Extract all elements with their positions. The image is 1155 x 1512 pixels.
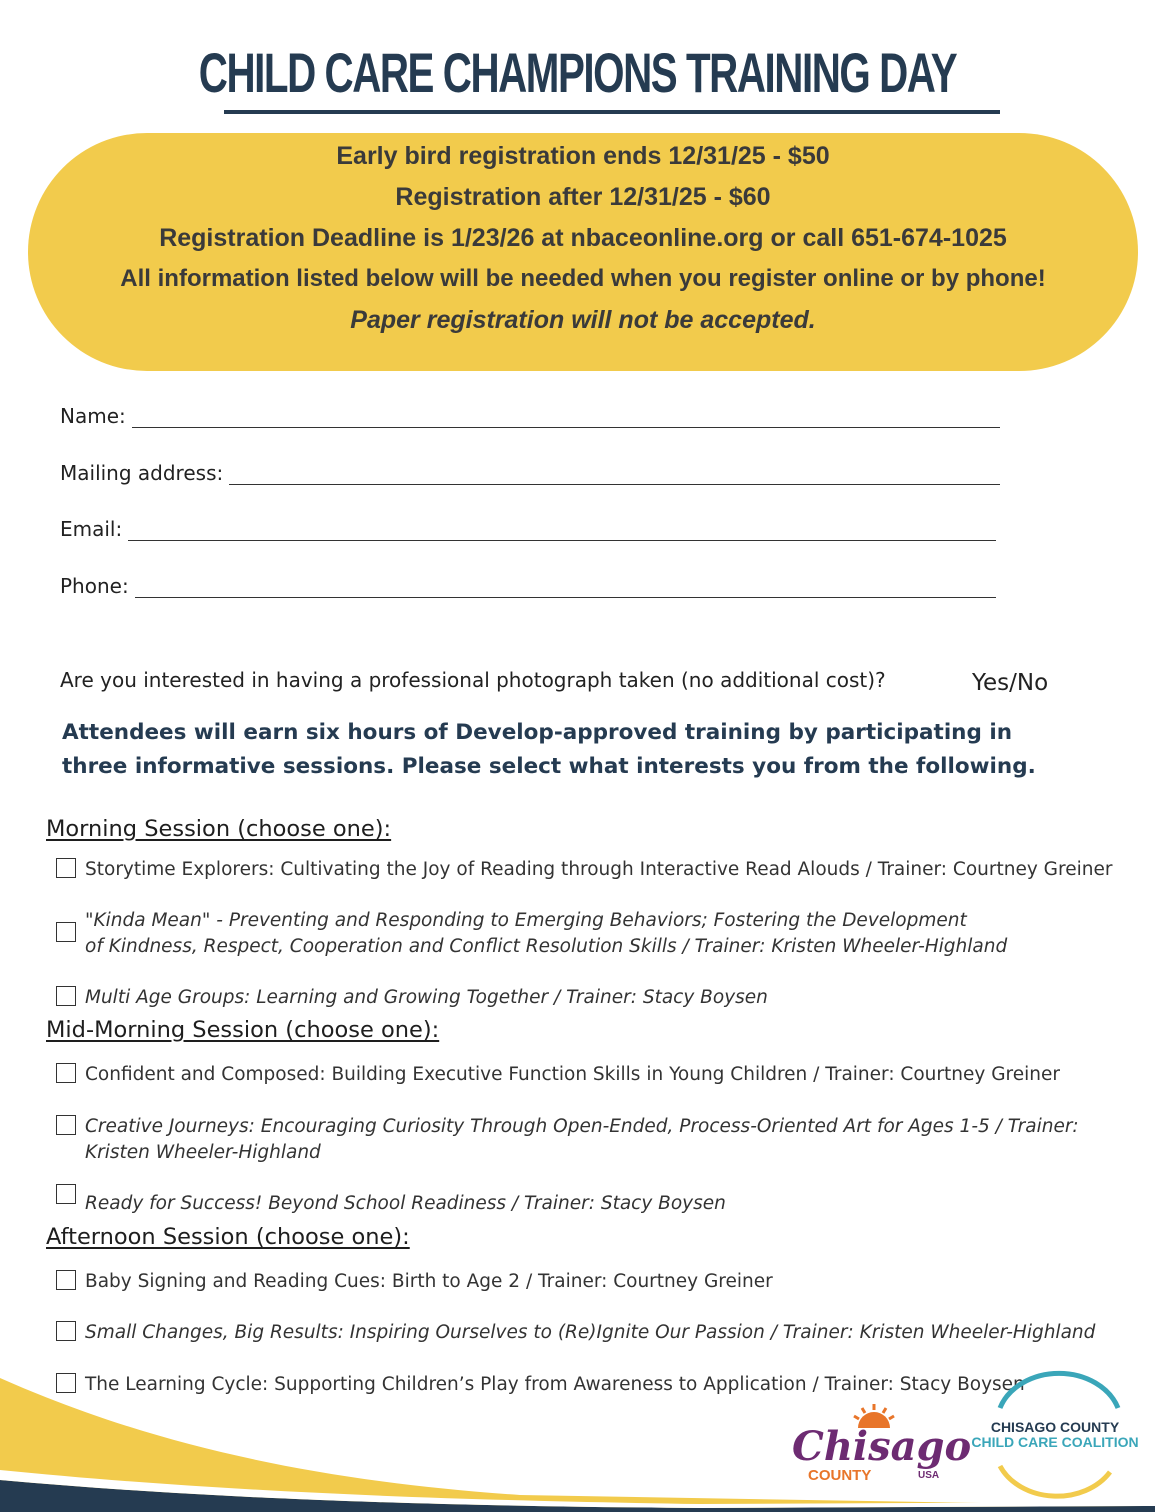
child-care-coalition-logo — [960, 1380, 1150, 1490]
banner-info-needed: All information listed below will be needed when you register online or by phone! — [120, 265, 1046, 292]
phone-line[interactable] — [135, 575, 996, 598]
option-label-line-2: Kristen Wheeler-Highland — [85, 1142, 321, 1163]
mid-morning-option-3[interactable] — [56, 1184, 726, 1217]
afternoon-session-heading: Afternoon Session (choose one): — [46, 1224, 410, 1250]
training-hours-note — [62, 716, 1122, 784]
county-wordmark: COUNTY — [808, 1467, 872, 1484]
option-label: Storytime Explorers: Cultivating the Joy of Reading through Interactive Read Alouds / Trainer: Courtney Greiner — [85, 859, 1113, 880]
option-label-line-1: Creative Journeys: Encouraging Curiosity Through Open-Ended, Process-Oriented Art for Ages 1-5 / Trainer: — [85, 1116, 1079, 1137]
name-line[interactable] — [132, 405, 1000, 428]
banner-deadline: Registration Deadline is 1/23/26 at nbaceonline.org or call 651-674-1025 — [159, 224, 1007, 252]
banner-regular-price: Registration after 12/31/25 - $60 — [395, 183, 771, 211]
option-label — [85, 1114, 1079, 1166]
usa-wordmark: USA — [918, 1470, 940, 1481]
coalition-line-2: CHILD CARE COALITION — [971, 1434, 1139, 1450]
title-underline — [224, 110, 1000, 114]
banner-paper-note: Paper registration will not be accepted. — [350, 306, 816, 334]
phone-label: Phone: — [60, 574, 129, 598]
mid-morning-session-heading: Mid-Morning Session (choose one): — [46, 1017, 440, 1043]
option-label-line-1: "Kinda Mean" - Preventing and Responding to Emerging Behaviors; Fostering the Development — [85, 910, 967, 931]
training-hours-line-1: Attendees will earn six hours of Develop-approved training by participating in — [62, 720, 1013, 745]
coalition-line-1: CHISAGO COUNTY — [990, 1419, 1120, 1435]
checkbox[interactable] — [56, 858, 76, 878]
checkbox[interactable] — [56, 1063, 76, 1083]
checkbox[interactable] — [56, 1184, 76, 1204]
option-label: Ready for Success! Beyond School Readiness / Trainer: Stacy Boysen — [85, 1193, 726, 1214]
option-label: Confident and Composed: Building Executive Function Skills in Young Children / Trainer: Courtney Greiner — [85, 1064, 1060, 1085]
email-line[interactable] — [128, 518, 996, 541]
morning-option-3[interactable] — [56, 985, 768, 1011]
morning-option-2[interactable] — [56, 908, 1007, 960]
checkbox[interactable] — [56, 1115, 76, 1135]
checkbox[interactable] — [56, 922, 76, 942]
photo-question: Are you interested in having a professional photograph taken (no additional cost)? — [60, 668, 886, 692]
morning-session-heading: Morning Session (choose one): — [46, 816, 392, 842]
page-title: CHILD CARE CHAMPIONS TRAINING DAY — [198, 41, 957, 104]
name-label: Name: — [60, 404, 126, 428]
chisago-county-logo — [790, 1398, 972, 1486]
mailing-address-line[interactable] — [229, 462, 1000, 485]
banner-early-bird: Early bird registration ends 12/31/25 - $50 — [336, 142, 830, 170]
photo-answer: Yes/No — [972, 670, 1049, 696]
mailing-address-field[interactable] — [60, 455, 1000, 485]
option-label: Multi Age Groups: Learning and Growing Together / Trainer: Stacy Boysen — [85, 987, 768, 1008]
checkbox[interactable] — [56, 986, 76, 1006]
option-label — [85, 908, 1007, 960]
chisago-wordmark: Chisago — [792, 1423, 972, 1470]
name-field[interactable] — [60, 398, 1000, 428]
option-label-line-2: of Kindness, Respect, Cooperation and Conflict Resolution Skills / Trainer: Kristen Wheeler-Highland — [85, 936, 1008, 957]
checkbox[interactable] — [56, 1270, 76, 1290]
mid-morning-option-2[interactable] — [56, 1114, 1079, 1166]
option-label: Baby Signing and Reading Cues: Birth to Age 2 / Trainer: Courtney Greiner — [85, 1271, 773, 1292]
afternoon-option-1[interactable] — [56, 1269, 773, 1295]
phone-field[interactable] — [60, 568, 996, 598]
option-label: The Learning Cycle: Supporting Children’s Play from Awareness to Application / Trainer: Stacy Boysen — [85, 1374, 1025, 1395]
morning-option-1[interactable] — [56, 857, 1112, 883]
option-label: Small Changes, Big Results: Inspiring Ourselves to (Re)Ignite Our Passion / Trainer: Kristen Wheeler-Highland — [85, 1322, 1096, 1343]
registration-banner — [28, 133, 1138, 371]
email-field[interactable] — [60, 511, 996, 541]
mailing-address-label: Mailing address: — [60, 461, 224, 485]
email-label: Email: — [60, 517, 123, 541]
mid-morning-option-1[interactable] — [56, 1062, 1060, 1088]
training-hours-line-2: three informative sessions. Please select what interests you from the following. — [62, 754, 1036, 779]
